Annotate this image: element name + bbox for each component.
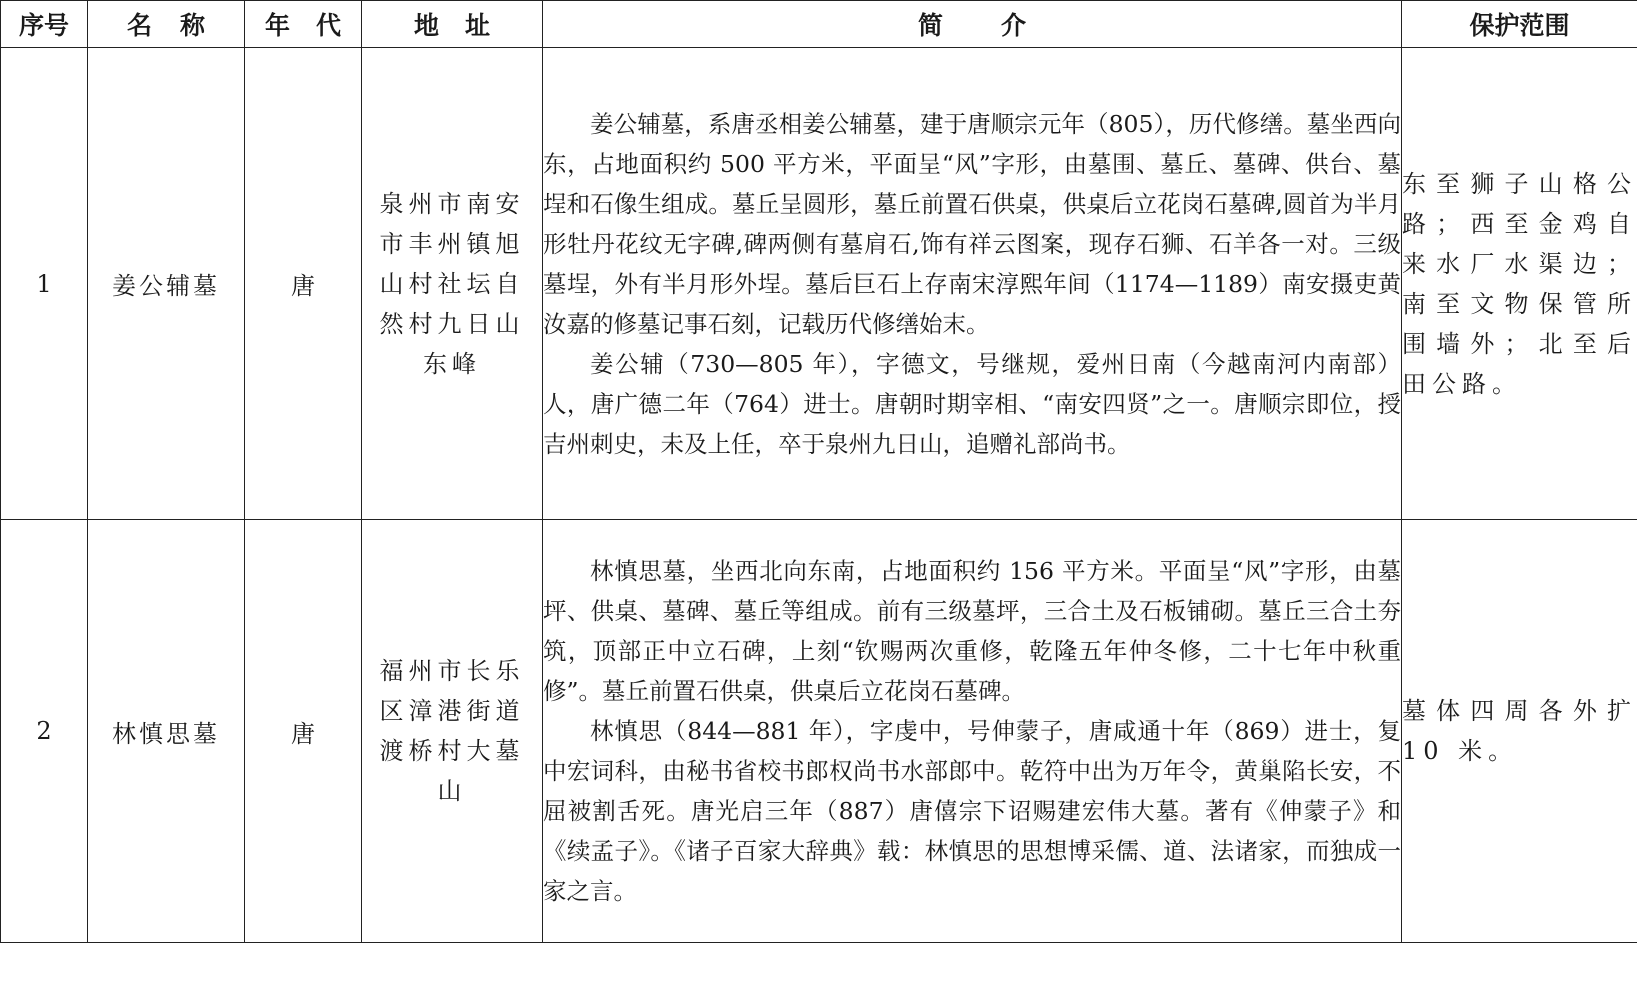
intro-paragraph: 林慎思墓，坐西北向东南，占地面积约 156 平方米。平面呈“风”字形，由墓坪、供桌、墓碑、墓丘等组成。前有三级墓坪，三合土及石板铺砌。墓丘三合土夯筑，顶部正中立石碑，上刻“钦赐两次重修，乾隆五年仲冬修，二十七年中秋重修”。墓丘前置石供桌，供桌后立花岗石墓碑。 [543,557,1401,705]
header-intro: 简介 [543,1,1402,48]
row-era: 唐 [245,520,362,943]
table-header [1,1,1637,48]
intro-paragraph: 林慎思（844—881 年），字虔中，号伸蒙子，唐咸通十年（869）进士，复中宏词科，由秘书省校书郎权尚书水部郎中。乾符中出为万年令，黄巢陷长安，不屈被割舌死。唐光启三年（887）唐僖宗下诏赐建宏伟大墓。著有《伸蒙子》和《续孟子》。《诸子百家大辞典》载：林慎思的思想博采儒、道、法诸家，而独成一家之言。 [543,717,1401,905]
address-line: 然村九日山 [379,309,525,338]
address-line: 福州市长乐 [379,657,525,685]
table-row [1,520,1637,943]
address-line: 山村社坛自 [379,269,525,298]
row-name: 姜公辅墓 [88,48,245,520]
row-name: 林慎思墓 [88,520,245,943]
row-num: 2 [1,520,88,943]
header-name: 名称 [88,1,245,48]
address-line: 区漳港街道 [379,697,525,725]
address-line: 渡桥村大墓 [379,737,525,765]
row-num: 1 [1,48,88,520]
row-protection: 墓体四周各外扩 10 米。 [1402,520,1637,943]
row-intro [543,48,1402,520]
intro-paragraph: 姜公辅墓，系唐丞相姜公辅墓，建于唐顺宗元年（805），历代修缮。墓坐西向东，占地面积约 500 平方米，平面呈“风”字形，由墓围、墓丘、墓碑、供台、墓埕和石像生组成。墓丘呈圆形，墓丘前置石供桌，供桌后立花岗石墓碑,圆首为半月形牡丹花纹无字碑,碑两侧有墓肩石,饰有祥云图案，现存石狮、石羊各一对。三级墓埕，外有半月形外埕。墓后巨石上存南宋淳熙年间（1174—1189）南安摄吏黄汝嘉的修墓记事石刻，记载历代修缮始末。 [543,109,1401,338]
table-row [1,48,1637,520]
header-era: 年代 [245,1,362,48]
row-address [362,520,543,943]
row-era: 唐 [245,48,362,520]
address-line: 泉州市南安 [379,189,525,218]
address-line: 山 [437,777,467,805]
row-intro [543,520,1402,943]
header-protection: 保护范围 [1402,1,1637,48]
header-address: 地址 [362,1,543,48]
address-line: 市丰州镇旭 [379,229,525,258]
intro-paragraph: 姜公辅（730—805 年），字德文，号继规，爱州日南（今越南河内南部）人，唐广德二年（764）进士。唐朝时期宰相、“南安四贤”之一。唐顺宗即位，授吉州刺史，未及上任，卒于泉州九日山，追赠礼部尚书。 [543,349,1401,458]
address-line: 东峰 [423,349,481,378]
header-num: 序号 [1,1,88,48]
row-protection: 东至狮子山格公路；西至金鸡自来水厂水渠边；南至文物保管所围墙外；北至后田公路。 [1402,48,1637,520]
header-row [1,1,1637,48]
row-address [362,48,543,520]
